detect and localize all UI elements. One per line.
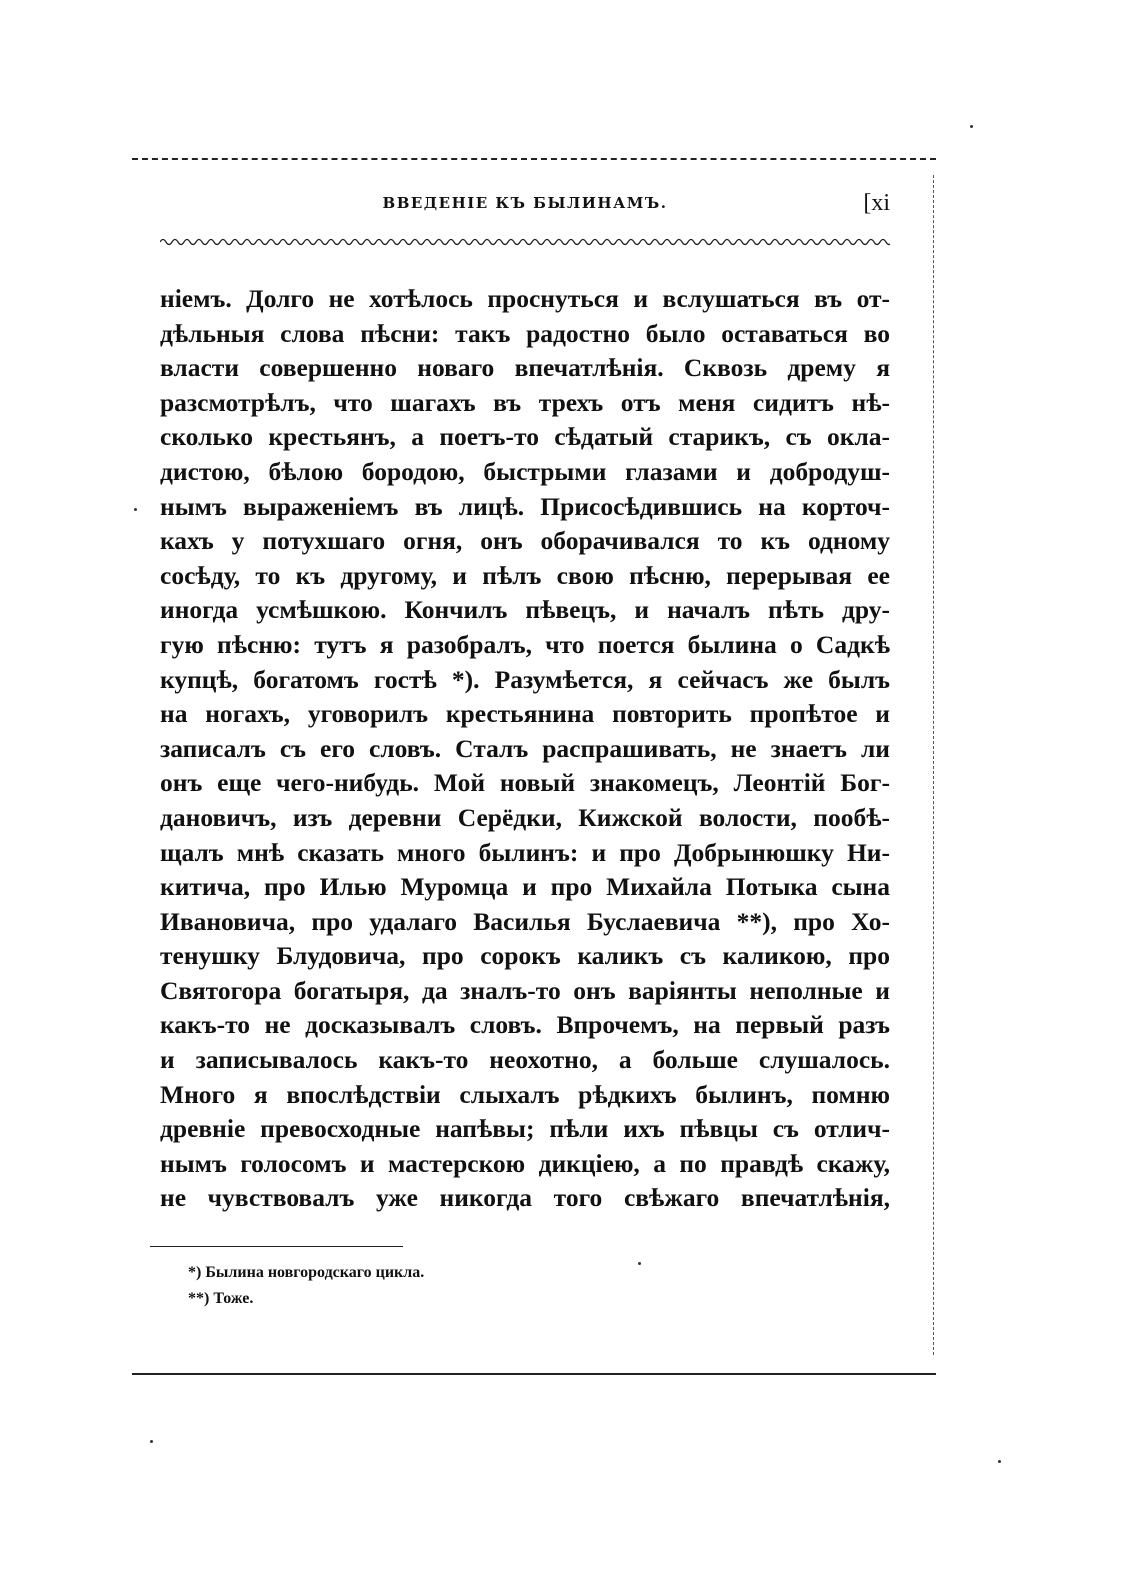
text-line: Много я впослѣдствіи слыхалъ рѣдкихъ былинъ, помню xyxy=(160,1079,890,1109)
ornamental-wavy-rule xyxy=(160,236,890,248)
text-line: Святогора богатыря, да зналъ-то онъ варіянты неполные и xyxy=(160,975,890,1005)
text-line: древніе превосходные напѣвы; пѣли ихъ пѣвцы съ отлич- xyxy=(160,1114,890,1144)
text-line: и записывалось какъ-то неохотно, а больше слушалось. xyxy=(160,1045,890,1075)
text-line: дистою, бѣлою бородою, быстрыми глазами и добродуш- xyxy=(160,456,890,486)
running-title: ВВЕДЕНІЕ КЪ БЫЛИНАМЪ. xyxy=(382,194,668,212)
text-line: нымъ голосомъ и мастерскою дикціею, а по правдѣ скажу, xyxy=(160,1148,890,1178)
page-number: [xi xyxy=(863,190,890,216)
text-line: дѣльныя слова пѣсни: такъ радостно было оставаться во xyxy=(160,318,890,348)
text-line: онъ еще чего-нибудь. Мой новый знакомецъ, Леонтій Бог- xyxy=(160,768,890,798)
text-line: власти совершенно новаго впечатлѣнія. Сквозь дрему я xyxy=(160,353,890,383)
bottom-border-rule xyxy=(132,1373,936,1375)
footnote: **) Тоже. xyxy=(188,1290,254,1307)
right-margin-rule xyxy=(933,175,934,1355)
body-text xyxy=(160,282,890,1216)
text-line: кахъ у потухшаго огня, онъ оборачивался то къ одному xyxy=(160,526,890,556)
ink-speck xyxy=(134,508,137,511)
running-header xyxy=(160,186,890,222)
text-line: тенушку Блудовича, про сорокъ каликъ съ каликою, про xyxy=(160,941,890,971)
text-line: дановичъ, изъ деревни Серёдки, Кижской волости, пообѣ- xyxy=(160,802,890,832)
text-line: ніемъ. Долго не хотѣлось проснуться и вслушаться въ от- xyxy=(160,284,890,313)
ink-speck xyxy=(150,1440,153,1443)
text-line: сколько крестьянъ, а поетъ-то сѣдатый старикъ, съ окла- xyxy=(160,422,890,452)
text-line: сосѣду, то къ другому, и пѣлъ свою пѣсню, перерывая ее xyxy=(160,560,890,590)
text-line: не чувствовалъ уже никогда того свѣжаго впечатлѣнія, xyxy=(160,1183,890,1213)
text-line: нымъ выраженіемъ въ лицѣ. Присосѣдившись на корточ- xyxy=(160,491,890,521)
text-line: какъ-то не досказывалъ словъ. Впрочемъ, на первый разъ xyxy=(160,1010,890,1040)
text-line: купцѣ, богатомъ гостѣ *). Разумѣется, я сейчасъ же былъ xyxy=(160,664,890,694)
text-line: разсмотрѣлъ, что шагахъ въ трехъ отъ меня сидитъ нѣ- xyxy=(160,387,890,417)
text-line: гую пѣсню: тутъ я разобралъ, что поется былина о Садкѣ xyxy=(160,629,890,659)
ink-speck xyxy=(638,1262,641,1265)
ink-speck xyxy=(970,125,973,128)
top-border-rule xyxy=(132,158,936,160)
text-line: Ивановича, про удалаго Василья Буслаевича **), про Хо- xyxy=(160,906,890,936)
ink-speck xyxy=(998,1460,1001,1463)
text-line: китича, про Илью Муромца и про Михайла Потыка сына xyxy=(160,872,890,902)
text-line: записалъ съ его словъ. Сталъ распрашивать, не знаетъ ли xyxy=(160,733,890,763)
text-line: иногда усмѣшкою. Кончилъ пѣвецъ, и началъ пѣть дру- xyxy=(160,595,890,625)
text-line: щалъ мнѣ сказать много былинъ: и про Добрынюшку Ни- xyxy=(160,837,890,867)
footnote: *) Былина новгородскаго цикла. xyxy=(188,1264,425,1281)
text-line: на ногахъ, уговорилъ крестьянина повторить пропѣтое и xyxy=(160,699,890,729)
footnotes xyxy=(188,1260,424,1312)
footnote-separator xyxy=(150,1246,403,1247)
